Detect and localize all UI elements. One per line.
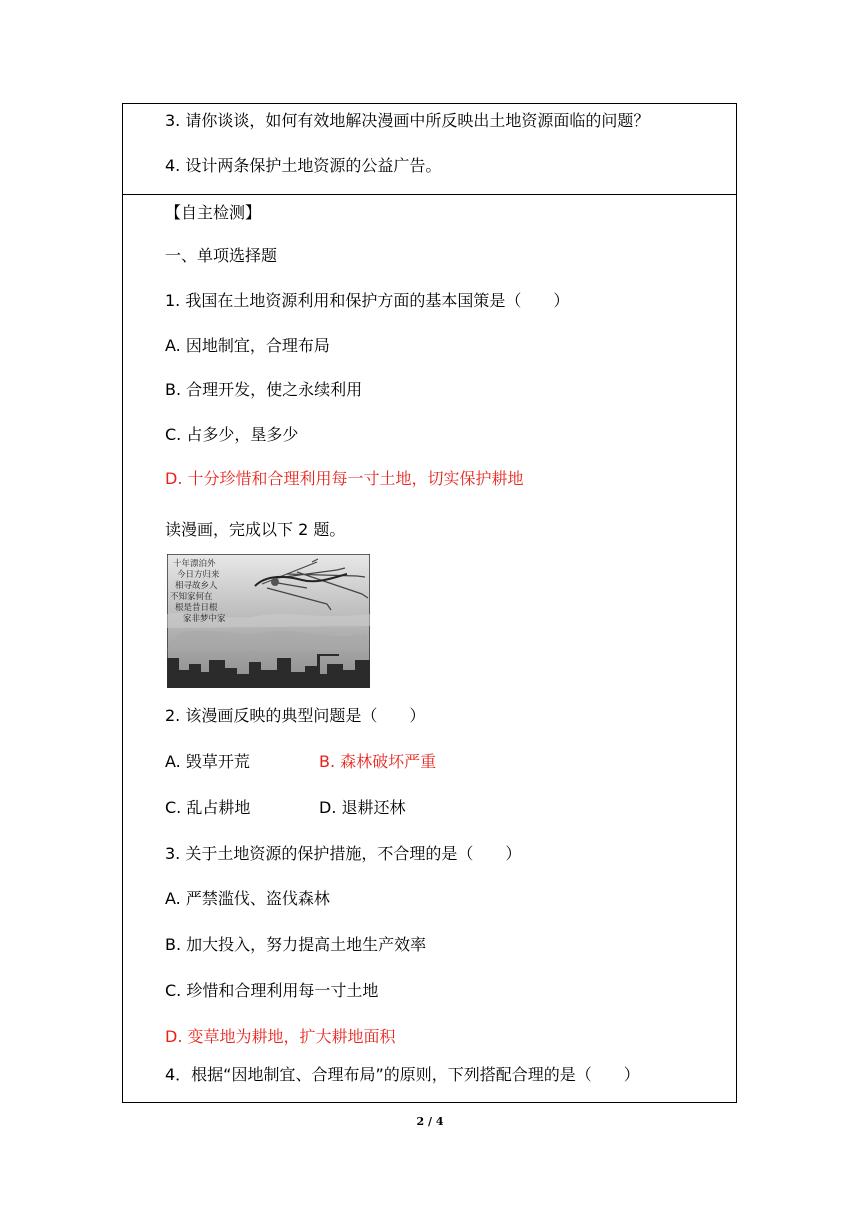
cartoon-poem-line-3: 相寻故乡人 — [175, 581, 218, 591]
q3-option-a: A. 严禁滥伐、盗伐森林 — [165, 889, 330, 908]
page-number: 2 / 4 — [416, 1115, 444, 1128]
q2-option-b-answer: B. 森林破坏严重 — [319, 752, 437, 771]
q3-option-c: C. 珍惜和合理利用每一寸土地 — [165, 981, 379, 1000]
cartoon-image — [167, 554, 370, 688]
cartoon-poem-line-4: 不知家何在 — [170, 592, 213, 602]
cartoon-poem-line-6: 家非梦中家 — [183, 614, 226, 624]
cartoon-poem-line-5: 根是昔日根 — [175, 603, 218, 613]
part-heading: 一、单项选择题 — [165, 246, 278, 265]
q2-option-c: C. 乱占耕地 — [165, 798, 251, 817]
q1-option-d-answer: D. 十分珍惜和合理利用每一寸土地，切实保护耕地 — [165, 469, 524, 488]
q1-stem: 1. 我国在土地资源利用和保护方面的基本国策是（ ） — [165, 291, 570, 310]
q1-option-a: A. 因地制宜，合理布局 — [165, 336, 330, 355]
q2-option-d: D. 退耕还林 — [319, 798, 406, 817]
cartoon-poem-line-2: 今日方归来 — [177, 570, 220, 580]
exercise-q3: 3. 请你谈谈，如何有效地解决漫画中所反映出土地资源面临的问题？ — [165, 111, 650, 130]
q4-stem: 4．根据“因地制宜、合理布局”的原则，下列搭配合理的是（ ） — [165, 1065, 640, 1084]
exercise-q4: 4. 设计两条保护土地资源的公益广告。 — [165, 156, 442, 175]
q2-stem: 2. 该漫画反映的典型问题是（ ） — [165, 706, 426, 725]
q1-option-b: B. 合理开发，使之永续利用 — [165, 380, 363, 399]
q1-option-c: C. 占多少，垦多少 — [165, 425, 299, 444]
q3-option-d-answer: D. 变草地为耕地，扩大耕地面积 — [165, 1027, 396, 1046]
cartoon-intro: 读漫画，完成以下 2 题。 — [165, 520, 346, 539]
cartoon-poem-line-1: 十年漂泊外 — [173, 559, 216, 569]
self-check-heading: 【自主检测】 — [165, 203, 262, 222]
q3-stem: 3. 关于土地资源的保护措施，不合理的是（ ） — [165, 844, 522, 863]
q2-option-a: A. 毁草开荒 — [165, 752, 250, 771]
q3-option-b: B. 加大投入，努力提高土地生产效率 — [165, 935, 427, 954]
